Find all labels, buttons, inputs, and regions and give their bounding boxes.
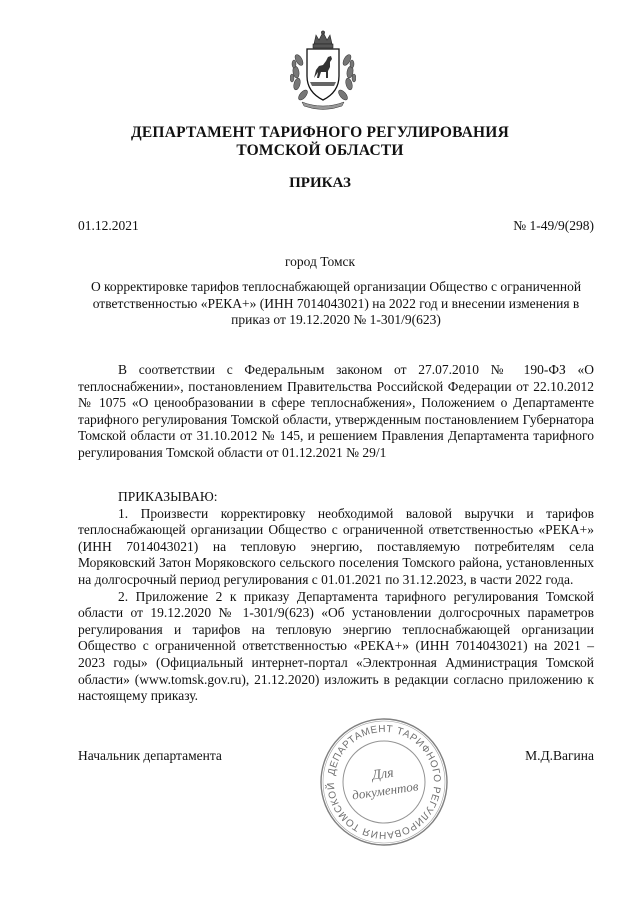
department-title	[0, 124, 640, 160]
document-date: 01.12.2021	[78, 218, 139, 233]
preamble-block	[78, 362, 594, 462]
document-type: ПРИКАЗ	[289, 175, 351, 191]
document-number: № 1-49/9(298)	[513, 218, 594, 233]
stamp-ring-text: ДЕПАРТАМЕНТ ТАРИФНОГО РЕГУЛИРОВАНИЯ ТОМСКОЙ	[325, 723, 443, 841]
order-item-1: 1. Произвести корректировку необходимой валовой выручки и тарифов теплоснабжающей организации Общество с ограниченной ответственностью «РЕКА+» (ИНН 7014043021) на тепловую энергию, поставляемую потребителям села Моряковский Затон Моряковского сельского поселения Томского района, установленных на долгосрочный период регулирования с 01.01.2021 по 31.12.2023, в части 2022 года.	[78, 505, 594, 587]
stamp-center-line2: документов	[351, 778, 420, 803]
department-title-line1: ДЕПАРТАМЕНТ ТАРИФНОГО РЕГУЛИРОВАНИЯ	[131, 124, 509, 141]
department-title-line2: ТОМСКОЙ ОБЛАСТИ	[236, 142, 404, 159]
subject-line1: О корректировке тарифов теплоснабжающей организации Общество с ограниченной	[90, 279, 582, 294]
stamp-center-line1: Для	[371, 765, 395, 784]
signatory-position: Начальник департамента	[78, 748, 222, 763]
document-subject	[78, 279, 594, 329]
order-block	[78, 489, 594, 705]
document-city: город Томск	[284, 254, 356, 269]
tomsk-coat-of-arms-icon	[290, 30, 356, 110]
order-item-2: 2. Приложение 2 к приказу Департамента тарифного регулирования Томской области от 19.12.2020 № 1-301/9(623) «Об установлении долгосрочных параметров регулирования и тарифов на тепловую энергию теплоснабжающей организации Общество с ограниченной ответственностью «РЕКА+» (ИНН 7014043021) на 2021 – 2023 годы» (Официальный интернет-портал «Электронная Администрация Томской области» (www.tomsk.gov.ru), 21.12.2020) изложить в редакции согласно приложению к настоящему приказу.	[78, 588, 594, 704]
preamble-paragraph: В соответствии с Федеральным законом от 27.07.2010 № 190-ФЗ «О теплоснабжении», постановлением Правительства Российской Федерации от 22.10.2012 № 1075 «О ценообразовании в сфере теплоснабжения», Положением о Департаменте тарифного регулирования Томской области, утвержденным постановлением Губернатора Томской области от 31.10.2012 № 145, и решением Правления Департамента тарифного регулирования Томской области от 01.12.2021 № 29/1	[78, 362, 594, 460]
order-word: ПРИКАЗЫВАЮ:	[118, 489, 218, 504]
subject-line3: приказ от 19.12.2020 № 1-301/9(623)	[231, 312, 441, 328]
official-stamp	[318, 716, 450, 848]
signatory-name: М.Д.Вагина	[525, 748, 594, 763]
subject-line2: ответственностью «РЕКА+» (ИНН 7014043021) на 2022 год и внесении изменения в	[92, 295, 580, 311]
